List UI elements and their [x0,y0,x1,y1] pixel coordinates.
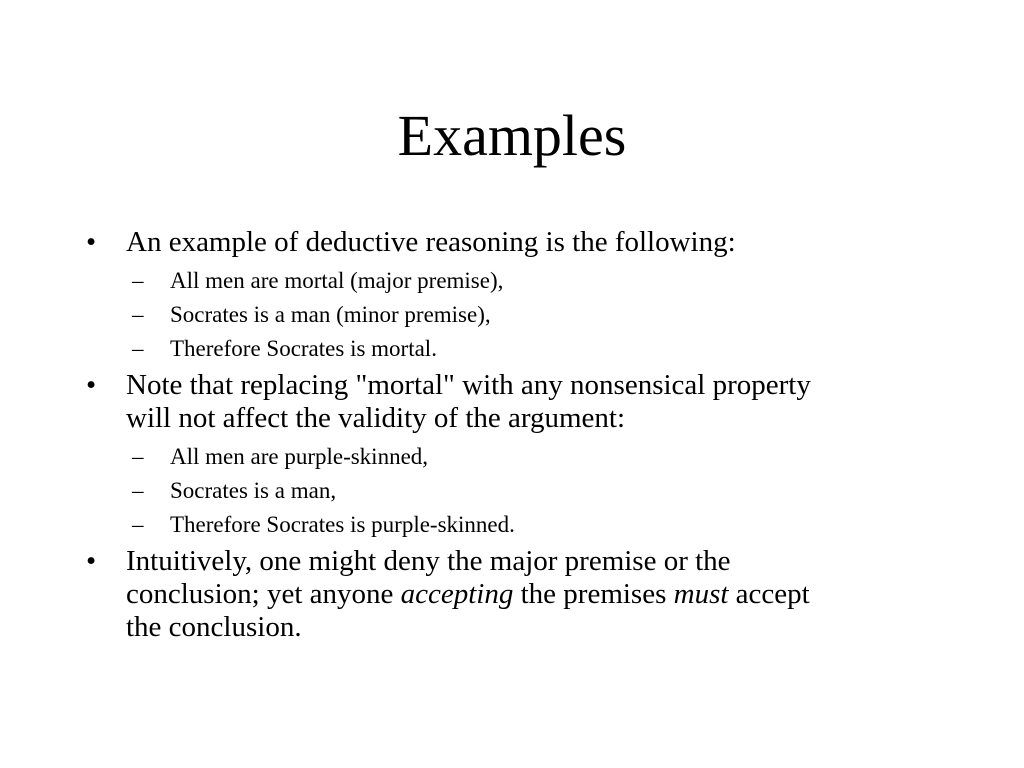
sub-marker: – [132,268,144,293]
emphasis-accepting: accepting [400,578,514,610]
slide-title: Examples [397,103,627,168]
sub-text: Therefore Socrates is purple-skinned. [170,512,515,537]
bullet-text-line: will not affect the validity of the argument: [126,402,626,434]
bullet-text [126,545,946,644]
bullet-marker: • [86,226,97,258]
bullet-text-line: Intuitively, one might deny the major premise or the [126,545,731,577]
sub-marker: – [132,336,144,361]
bullet-text-line: conclusion; yet anyone accepting the premises must accept [126,578,810,610]
bullet-text [126,369,946,435]
emphasis-must: must [673,578,729,610]
sub-marker: – [132,302,144,327]
sub-marker: – [132,478,144,503]
sub-text: All men are mortal (major premise), [170,268,504,293]
sub-text: Therefore Socrates is mortal. [170,336,437,361]
bullet-text-line: the conclusion. [126,611,302,643]
sub-text: All men are purple-skinned, [170,444,429,469]
bullet-text-line: Note that replacing "mortal" with any nonsensical property [126,369,811,401]
bullet-marker: • [86,545,97,577]
bullet-text: An example of deductive reasoning is the following: [126,226,736,258]
sub-text: Socrates is a man (minor premise), [170,302,491,327]
bullet-marker: • [86,369,97,401]
sub-marker: – [132,444,144,469]
sub-text: Socrates is a man, [170,478,337,503]
sub-marker: – [132,512,144,537]
